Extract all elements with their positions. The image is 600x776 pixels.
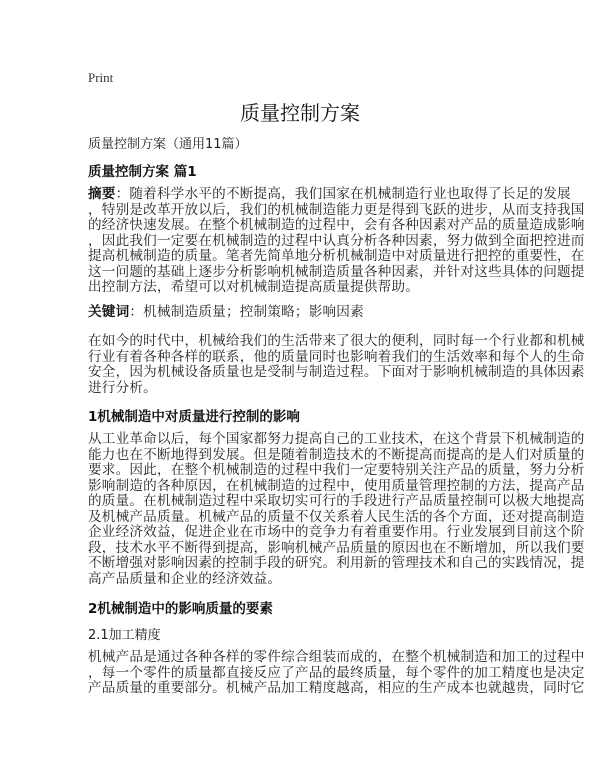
line: 这一问题的基础上逐步分析影响机械制造质量各种因素，并针对这些具体的问题提: [88, 263, 585, 280]
abstract-paragraph: [88, 186, 585, 296]
print-label: Print: [88, 70, 114, 85]
line: ，每一个零件的质量都直接反应了产品的最终质量，每个零件的加工精度也是决定: [88, 664, 585, 681]
line: 段，技术水平不断得到提高，影响机械产品质量的原因也在不断增加，所以我们要: [88, 539, 585, 556]
line: 安全，因为机械设备质量也是受制与制造过程。下面对于影响机械制造的具体因素: [88, 364, 585, 380]
heading-2: 2机械制造中的影响质量的要素: [88, 601, 273, 617]
line: 企业经济效益，促进企业在市场中的竞争力有着重要作用。行业发展到目前这个阶: [88, 524, 585, 540]
keywords-label: 关键词: [88, 304, 130, 320]
line: 产品质量的重要部分。机械产品加工精度越高，相应的生产成本也就越贵，同时它: [88, 680, 585, 696]
line: ：随着科学水平的不断提高，我们国家在机械制造行业也取得了长足的发展: [115, 186, 571, 202]
paragraph-1: [88, 431, 585, 587]
keywords-line: [88, 305, 528, 321]
line: 影响制造的各种原因，在机械制造的过程中，使用质量管理控制的方法，提高产品: [88, 477, 585, 494]
document-subtitle: 质量控制方案（通用11篇）: [88, 137, 248, 152]
line: 高产品质量和企业的经济效益。: [88, 570, 282, 587]
abstract-label: 摘要: [88, 186, 116, 202]
line: 提高机械制造的质量。笔者先简单地分析机械制造中对质量进行把控的重要性，在: [88, 248, 585, 264]
line: 从工业革命以后，每个国家都努力提高自己的工业技术，在这个背景下机械制造的: [88, 431, 585, 447]
paragraph-2: [88, 649, 585, 697]
line: 及机械产品质量。机械产品的质量不仅关系着人民生活的各个方面，还对提高制造: [88, 508, 585, 525]
subheading-2-1: 2.1加工精度: [88, 628, 161, 643]
line: 的经济快速发展。在整个机械制造的过程中，会有各种因素对产品的质量造成影响: [88, 217, 585, 233]
intro-paragraph: [88, 333, 585, 396]
line: 不断增强对影响因素的控制手段的研究。利用新的管理技术和自己的实践情况，提: [88, 555, 585, 571]
line: 要求。因此，在整个机械制造的过程中我们一定要特别关注产品的质量，努力分析: [88, 462, 585, 478]
line: 在如今的时代中，机械给我们的生活带来了很大的便利，同时每一个行业都和机械: [88, 333, 585, 349]
section-heading: 质量控制方案 篇1: [88, 164, 197, 180]
heading-1: 1机械制造中对质量进行控制的影响: [88, 409, 300, 425]
page-title: 质量控制方案: [240, 101, 360, 125]
line: ，特别是改革开放以后，我们的机械制造能力更是得到飞跃的进步，从而支持我国: [88, 201, 585, 218]
keywords-text: ：机械制造质量；控制策略；影响因素: [129, 304, 364, 320]
line: ，因此我们一定要在机械制造的过程中认真分析各种因素，努力做到全面把控进而: [88, 232, 585, 249]
line: 的质量。在机械制造过程中采取切实可行的手段进行产品质量控制可以极大地提高: [88, 493, 585, 509]
line: 出控制方法，希望可以对机械制造提高质量提供帮助。: [88, 279, 420, 295]
line: 机械产品是通过各种各样的零件综合组装而成的，在整个机械制造和加工的过程中: [88, 649, 585, 665]
line: 行业有着各种各样的联系，他的质量同时也影响着我们的生活效率和每个人的生命: [88, 348, 585, 365]
line: 进行分析。: [88, 379, 157, 396]
line: 能力也在不断地得到发展。但是随着制造技术的不断提高而提高的是人们对质量的: [88, 446, 585, 463]
